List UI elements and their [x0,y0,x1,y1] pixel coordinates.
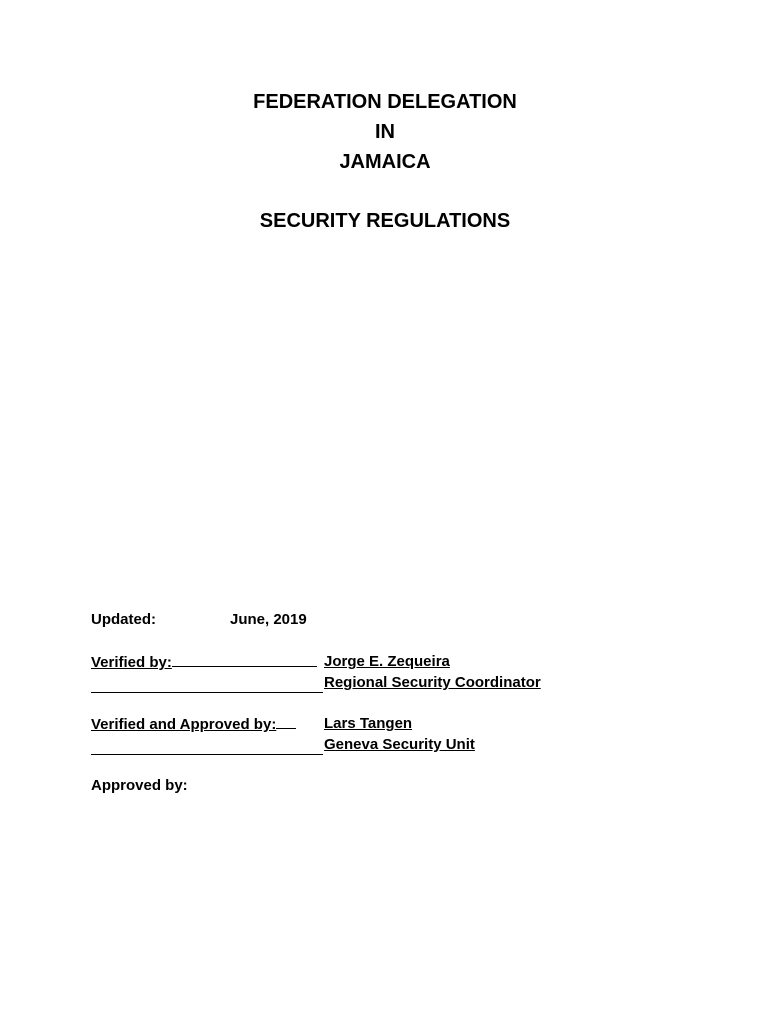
verified-approved-signature-line [91,734,323,755]
verified-label: Verified by: [91,651,317,673]
document-title [0,87,770,177]
verified-signature-line [91,672,323,693]
verified-approved-name: Lars Tangen [324,715,413,732]
verified-approved-role: Geneva Security Unit [324,736,475,753]
updated-date: June, 2019 [230,611,307,628]
title-line-2: IN [375,121,395,143]
approved-by-label: Approved by: [91,777,188,794]
document-subject: SECURITY REGULATIONS [259,210,511,232]
verified-role: Regional Security Coordinator [324,674,541,691]
title-line-3: JAMAICA [339,151,431,173]
title-line-1: FEDERATION DELEGATION [253,91,517,113]
updated-label: Updated: [91,611,156,628]
verified-name: Jorge E. Zequeira [324,653,450,670]
verified-approved-label: Verified and Approved by: [91,713,296,735]
